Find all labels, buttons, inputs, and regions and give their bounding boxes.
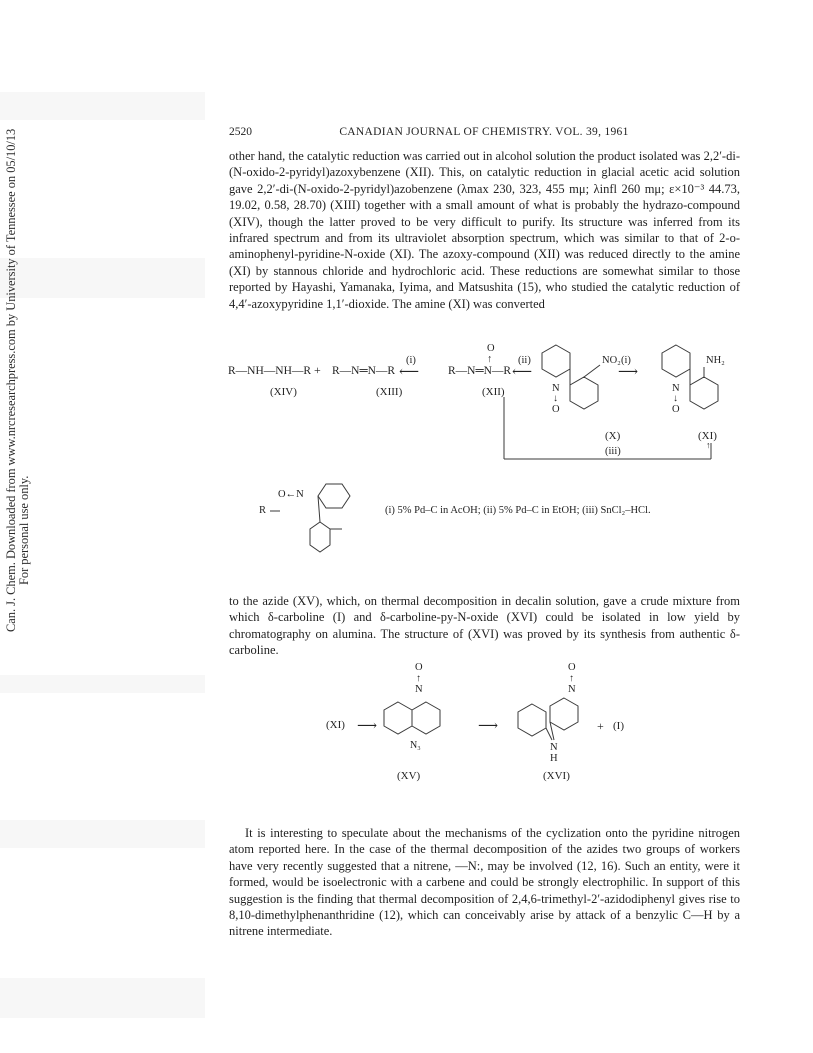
journal-running-head: CANADIAN JOURNAL OF CHEMISTRY. VOL. 39, 1961: [339, 126, 629, 138]
n-oxide-oxygen: O: [672, 404, 680, 415]
reaction-arrow: ⟶: [478, 719, 499, 734]
left-arrow: ⟵: [512, 365, 533, 380]
left-arrow: ⟵: [399, 365, 420, 380]
body-paragraph-3: It is interesting to speculate about the mechanisms of the cyclization onto the pyridine nitrogen atom reported here. In the case of the thermal decomposition of the azides two groups of workers have very recently suggested that a nitrene, —N:, may be involved (12, 16). Such an entity, were it formed, would be isoelectronic with a carbene and could be strongly electrophilic. In support of this suggestion is the finding that thermal decomposition of 2,4,6-trimethyl-2′-azidodiphenyl gives rise to 8,10-dimethylphenanthridine (12), which can conceivably arise by attack of a benzylic C—H by a nitrene intermediate.: [229, 826, 740, 939]
page-number: 2520: [229, 126, 252, 138]
plus-sign: +: [314, 363, 321, 377]
n-oxide-arrow: ↑: [416, 673, 421, 684]
n-oxide-arrow: ↑: [569, 673, 574, 684]
r-label: R: [259, 505, 267, 516]
benzene-ring: [690, 377, 718, 409]
pyridine-ring: [542, 345, 570, 377]
n-oxide-arrow: ↑: [487, 354, 493, 365]
label-xiv: (XIV): [270, 386, 297, 398]
r-group-definition: [259, 478, 740, 573]
ring-nitrogen: N: [552, 383, 560, 394]
step-label-ii: (ii): [518, 355, 531, 366]
compound-xiii-formula: R—N═N—R: [332, 365, 396, 377]
label-xi: (XI): [698, 430, 717, 442]
n-oxide-oxygen: O: [568, 662, 576, 673]
reaction-conditions: (i) 5% Pd–C in AcOH; (ii) 5% Pd–C in EtOH; (iii) SnCl₂–HCl.: [385, 505, 651, 516]
n-oxide-oxygen: O: [415, 662, 423, 673]
n-oxide-arrow: ↓: [673, 393, 678, 404]
body-paragraph-2: to the azide (XV), which, on thermal decomposition in decalin solution, gave a crude mixture from which δ-carboline (I) and δ-carboline-py-N-oxide (XVI) could be isolated in low yield by chromatography on alumina. The structure of (XVI) was proved by its synthesis from authentic δ-carboline.: [229, 594, 740, 658]
reaction-scheme-2: [300, 660, 660, 785]
product-i: (I): [613, 720, 624, 732]
label-x: (X): [605, 430, 621, 442]
ring-nitrogen: N: [415, 684, 423, 695]
n-oxide-arrow: ↓: [553, 393, 558, 404]
azide-group: N₃: [410, 740, 421, 751]
reaction-arrow: ⟶: [357, 719, 378, 734]
pyrrole-nitrogen: N: [550, 742, 558, 753]
compound-xii-formula: R—N═N—R: [448, 365, 512, 377]
step-label-i: (i): [406, 355, 416, 366]
label-xiii: (XIII): [376, 386, 403, 398]
watermark-line-2: For personal use only.: [17, 475, 31, 585]
pyridine-ring: [412, 702, 440, 734]
bracket-arrowhead: ↑: [706, 440, 711, 450]
running-header: [229, 126, 739, 142]
benzene-ring: [384, 702, 412, 734]
pyridine-ring: [550, 698, 578, 730]
benzene-ring: [518, 704, 546, 736]
label-xvi: (XVI): [543, 770, 570, 782]
amine-group: NH₂: [706, 355, 725, 366]
step-label-i-second: (i): [621, 355, 631, 366]
watermark-line-1: Can. J. Chem. Downloaded from www.nrcresearchpress.com by University of Tennessee on 05/10/13: [4, 128, 18, 632]
pyrrole-bond: [546, 728, 552, 740]
reactant-xi: (XI): [326, 719, 345, 731]
plus-sign: +: [597, 719, 604, 733]
download-watermark: [0, 0, 36, 1053]
n-oxide-oxygen: O: [552, 404, 560, 415]
biaryl-bond: [318, 496, 320, 522]
ring-nitrogen: N: [568, 684, 576, 695]
n-oxide-o: O: [487, 343, 495, 354]
pyrrole-hydrogen: H: [550, 753, 558, 764]
n-oxide-label: O←N: [278, 489, 304, 500]
benzene-ring: [310, 522, 330, 552]
body-paragraph-1: other hand, the catalytic reduction was carried out in alcohol solution the product isolated was 2,2′-di-(N-oxido-2-pyridyl)azoxybenzene (XII). This, on catalytic reduction in glacial acetic acid solution gave 2,2′-di-(N-oxido-2-pyridyl)azobenzene (λmax 230, 323, 455 mμ; λinfl 260 mμ; ε×10⁻³ 44.73, 19.02, 0.58, 28.70) (XIII) together with a small amount of what is probably the hydrazo-compound (XIV), though the latter proved to be very difficult to purify. Its structure was inferred from its infrared spectrum and from its ultraviolet absorption spectrum, which was similar to that of 2-o-aminophenyl-pyridine-N-oxide (XI). The azoxy-compound (XII) was reduced directly to the amine (XI) by stannous chloride and hydrochloric acid. These reductions are somewhat similar to those reported by Hayashi, Yamanaka, Iyima, and Matsushita (15), who studied the catalytic reduction of 4,4′-azoxypyridine 1,1′-dioxide. The amine (XI) was converted: [229, 149, 740, 311]
nitro-bond: [584, 365, 600, 377]
ring-nitrogen: N: [672, 383, 680, 394]
benzene-ring: [570, 377, 598, 409]
label-xv: (XV): [397, 770, 421, 782]
pyridine-ring: [318, 484, 350, 508]
step-label-iii: (iii): [605, 446, 621, 457]
compound-xiv-formula: R—NH—NH—R: [228, 365, 312, 377]
right-arrow: ⟶: [618, 365, 639, 380]
reaction-scheme-1: [222, 335, 742, 470]
nitro-group: NO₂: [602, 355, 621, 366]
pyridine-ring: [662, 345, 690, 377]
label-xii: (XII): [482, 386, 505, 398]
